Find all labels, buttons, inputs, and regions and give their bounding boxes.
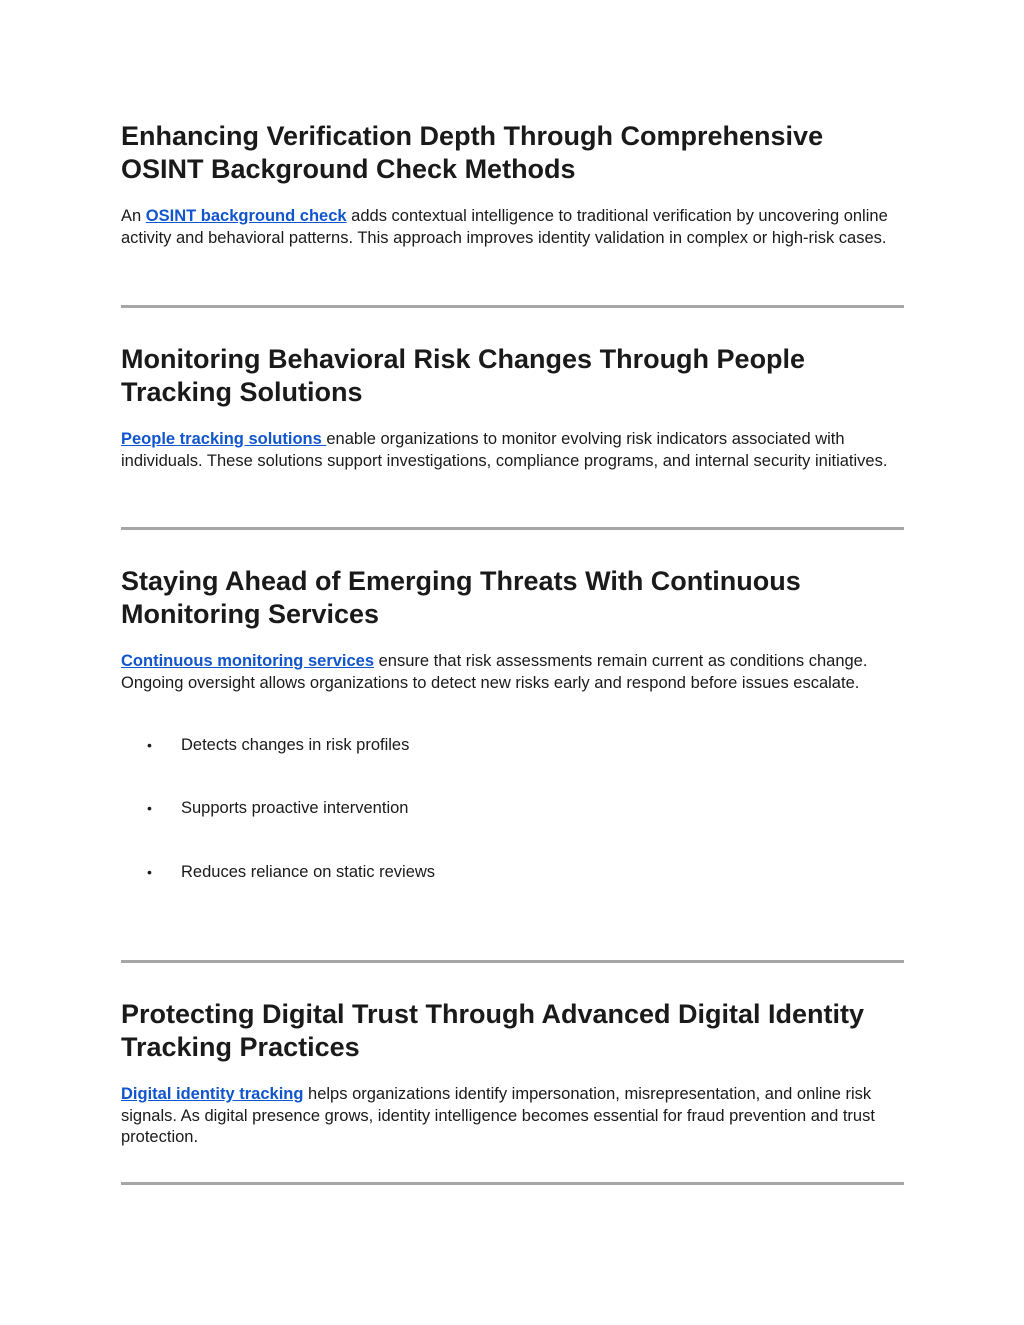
paragraph-body: helps organizations identify impersonation, misrepresentation, and online risk signals. As digital presence grows, identity intelligence becomes essential for fraud prevention and trust protection. bbox=[121, 1085, 875, 1146]
bullet-icon: • bbox=[147, 864, 152, 880]
bullet-icon: • bbox=[147, 737, 152, 753]
section-paragraph bbox=[121, 651, 904, 694]
paragraph-body: adds contextual intelligence to traditional verification by uncovering online activity and behavioral patterns. This approach improves identity validation in complex or high-risk cases. bbox=[121, 207, 888, 247]
paragraph-body: ensure that risk assessments remain current as conditions change. Ongoing oversight allows organizations to detect new risks early and respond before issues escalate. bbox=[121, 652, 868, 692]
section-continuous-monitoring bbox=[121, 565, 904, 881]
list-item-text: Detects changes in risk profiles bbox=[181, 736, 410, 754]
section-heading: Enhancing Verification Depth Through Comprehensive OSINT Background Check Methods bbox=[121, 121, 824, 184]
section-paragraph bbox=[121, 1084, 904, 1149]
section-divider bbox=[121, 527, 904, 530]
section-paragraph bbox=[121, 429, 904, 472]
section-people-tracking bbox=[121, 343, 904, 470]
section-digital-identity bbox=[121, 998, 904, 1146]
section-divider bbox=[121, 1182, 904, 1185]
section-divider bbox=[121, 960, 904, 963]
paragraph-body: enable organizations to monitor evolving risk indicators associated with individuals. These solutions support investigations, compliance programs, and internal security initiatives. bbox=[121, 430, 888, 470]
digital-identity-tracking-link[interactable]: Digital identity tracking bbox=[121, 1085, 304, 1103]
list-item-text: Reduces reliance on static reviews bbox=[181, 863, 436, 881]
bullet-icon: • bbox=[147, 800, 152, 816]
section-paragraph bbox=[121, 206, 904, 249]
paragraph-intro: An bbox=[121, 207, 146, 225]
section-heading: Staying Ahead of Emerging Threats With Continuous Monitoring Services bbox=[121, 566, 801, 629]
list-item-text: Supports proactive intervention bbox=[181, 799, 409, 817]
section-divider bbox=[121, 305, 904, 308]
section-heading: Protecting Digital Trust Through Advanced Digital Identity Tracking Practices bbox=[121, 999, 865, 1062]
osint-background-check-link[interactable]: OSINT background check bbox=[145, 207, 347, 225]
continuous-monitoring-services-link[interactable]: Continuous monitoring services bbox=[121, 652, 375, 670]
section-heading: Monitoring Behavioral Risk Changes Through People Tracking Solutions bbox=[121, 344, 806, 407]
section-osint bbox=[121, 120, 904, 247]
people-tracking-solutions-link[interactable]: People tracking solutions bbox=[121, 430, 327, 448]
